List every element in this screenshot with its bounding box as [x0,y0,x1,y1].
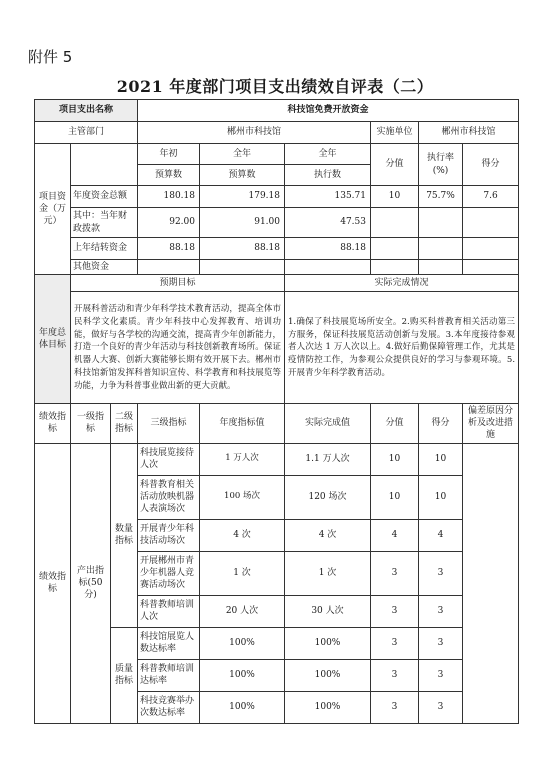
funds-exec: 135.71 [285,186,371,208]
header-grade: 得分 [463,144,519,186]
indicator-actual: 100% [285,691,371,723]
header-level1: 一级指标 [71,404,111,443]
header-deviation: 偏差原因分析及改进措施 [463,404,519,443]
project-name-label: 项目支出名称 [35,100,138,122]
indicator-name: 科技竞赛举办次数达标率 [138,691,200,723]
funds-row [35,238,519,260]
goals-header-row [35,275,519,292]
department-row [35,122,519,144]
funds-score [371,260,419,275]
indicator-grade: 3 [419,595,463,627]
header-exec-rate: 执行率(%) [419,144,463,186]
funds-full: 88.18 [200,238,285,260]
indicator-header-row [35,404,519,443]
funds-section-label: 项目资金（万元） [35,144,71,275]
funds-rate: 75.7% [419,186,463,208]
funds-rate [419,260,463,275]
indicator-target: 100% [200,627,285,659]
header-budget-num-2: 预算数 [200,165,285,186]
goals-actual-header: 实际完成情况 [285,275,519,292]
performance-table [34,99,519,724]
output-indicator-label: 产出指标(50分) [71,443,111,723]
indicator-name: 科普教师培训人次 [138,595,200,627]
header-score: 分值 [371,144,419,186]
indicator-score: 3 [371,659,419,691]
indicator-target: 1 万人次 [200,443,285,475]
goals-expected-text: 开展科普活动和青少年科学技术教育活动，提高全体市民科学文化素质。青少年科技中心发挥教育、培训功能，做好与各学校的沟通交流，提高青少年创新能力，打造一个良好的青少年活动与科技创新教育场所。保证机器人大赛、创新大赛能够长期有效开展下去。郴州市科技馆新馆发挥科普知识宣传、科学教育和科技展览等功能，力争为科普事业做出新的更大贡献。 [71,292,285,404]
funds-full: 179.18 [200,186,285,208]
funds-begin: 180.18 [138,186,200,208]
funds-full: 91.00 [200,208,285,238]
indicator-grade: 3 [419,659,463,691]
funds-row [35,186,519,208]
indicator-score: 3 [371,627,419,659]
header-level3: 三级指标 [138,404,200,443]
funds-begin [138,260,200,275]
indicator-target: 100% [200,691,285,723]
indicator-target: 100% [200,659,285,691]
funds-full [200,260,285,275]
funds-grade [463,238,519,260]
department-value: 郴州市科技馆 [138,122,371,144]
header-score: 分值 [371,404,419,443]
indicator-name: 科普教师培训达标率 [138,659,200,691]
header-grade: 得分 [419,404,463,443]
funds-header-blank [71,144,138,186]
indicator-actual: 1 次 [285,551,371,595]
funds-row-label: 上年结转资金 [71,238,138,260]
indicator-actual: 1.1 万人次 [285,443,371,475]
indicator-grade: 3 [419,551,463,595]
funds-begin: 88.18 [138,238,200,260]
page-title: 2021 年度部门项目支出绩效自评表（二） [116,77,434,96]
attachment-label: 附件 5 [28,48,73,66]
funds-score: 10 [371,186,419,208]
funds-grade [463,260,519,275]
header-begin-year: 年初 [138,144,200,165]
indicator-actual: 120 场次 [285,475,371,519]
indicator-actual: 30 人次 [285,595,371,627]
indicator-row [35,443,519,475]
indicator-name: 科普教育相关活动放映机器人表演场次 [138,475,200,519]
goals-section-label: 年度总体目标 [35,275,71,404]
header-target: 年度指标值 [200,404,285,443]
funds-header-row-1 [35,144,519,165]
funds-row-label: 其他资金 [71,260,138,275]
perf-indicator-label: 绩效指标 [35,443,71,723]
funds-begin: 92.00 [138,208,200,238]
funds-grade: 7.6 [463,186,519,208]
funds-row [35,260,519,275]
indicator-target: 4 次 [200,519,285,551]
funds-grade [463,208,519,238]
project-name-row [35,100,519,122]
indicator-grade: 3 [419,627,463,659]
quality-indicator-label: 质量指标 [111,627,138,723]
funds-exec [285,260,371,275]
implementer-label: 实施单位 [371,122,419,144]
indicator-grade: 4 [419,519,463,551]
indicator-target: 1 次 [200,551,285,595]
header-actual: 实际完成值 [285,404,371,443]
indicator-grade: 10 [419,443,463,475]
indicator-actual: 100% [285,627,371,659]
deviation-cell [463,443,519,723]
header-full-year: 全年 [200,144,285,165]
funds-exec: 47.53 [285,208,371,238]
funds-rate [419,208,463,238]
header-budget-num: 预算数 [138,165,200,186]
indicator-grade: 3 [419,691,463,723]
indicator-actual: 4 次 [285,519,371,551]
indicator-name: 科技展览接待人次 [138,443,200,475]
indicator-score: 10 [371,443,419,475]
indicator-actual: 100% [285,659,371,691]
indicator-name: 科技馆展览人数达标率 [138,627,200,659]
indicator-score: 3 [371,691,419,723]
quantity-indicator-label: 数量指标 [111,443,138,627]
project-name-value: 科技馆免费开放资金 [138,100,519,122]
indicator-name: 开展郴州市青少年机器人竞赛活动场次 [138,551,200,595]
funds-rate [419,238,463,260]
funds-row-label: 年度资金总额 [71,186,138,208]
indicator-target: 100 场次 [200,475,285,519]
funds-row-label: 其中：当年财政拨款 [71,208,138,238]
indicator-score: 10 [371,475,419,519]
funds-score [371,208,419,238]
funds-row [35,208,519,238]
goals-actual-text: 1.确保了科技展览场所安全。2.购买科普教育相关活动第三方服务，保证科技展览活动创新与发展。3.本年度接待参观者人次达 1 万人次以上。4.做好后勤保障管理工作，尤其是疫情防控工作，为参观公众提供良好的学习与参观环境。5.开展青少年科学教育活动。 [285,292,519,404]
indicator-grade: 10 [419,475,463,519]
funds-exec: 88.18 [285,238,371,260]
goals-expected-header: 预期目标 [71,275,285,292]
department-label: 主管部门 [35,122,138,144]
goals-content-row [35,292,519,404]
header-level2: 二级指标 [111,404,138,443]
header-perf-indicator: 绩效指标 [35,404,71,443]
indicator-target: 20 人次 [200,595,285,627]
header-exec-num: 执行数 [285,165,371,186]
implementer-value: 郴州市科技馆 [419,122,519,144]
indicator-score: 3 [371,595,419,627]
indicator-name: 开展青少年科技活动场次 [138,519,200,551]
header-full-year-2: 全年 [285,144,371,165]
indicator-score: 4 [371,519,419,551]
indicator-score: 3 [371,551,419,595]
funds-score [371,238,419,260]
